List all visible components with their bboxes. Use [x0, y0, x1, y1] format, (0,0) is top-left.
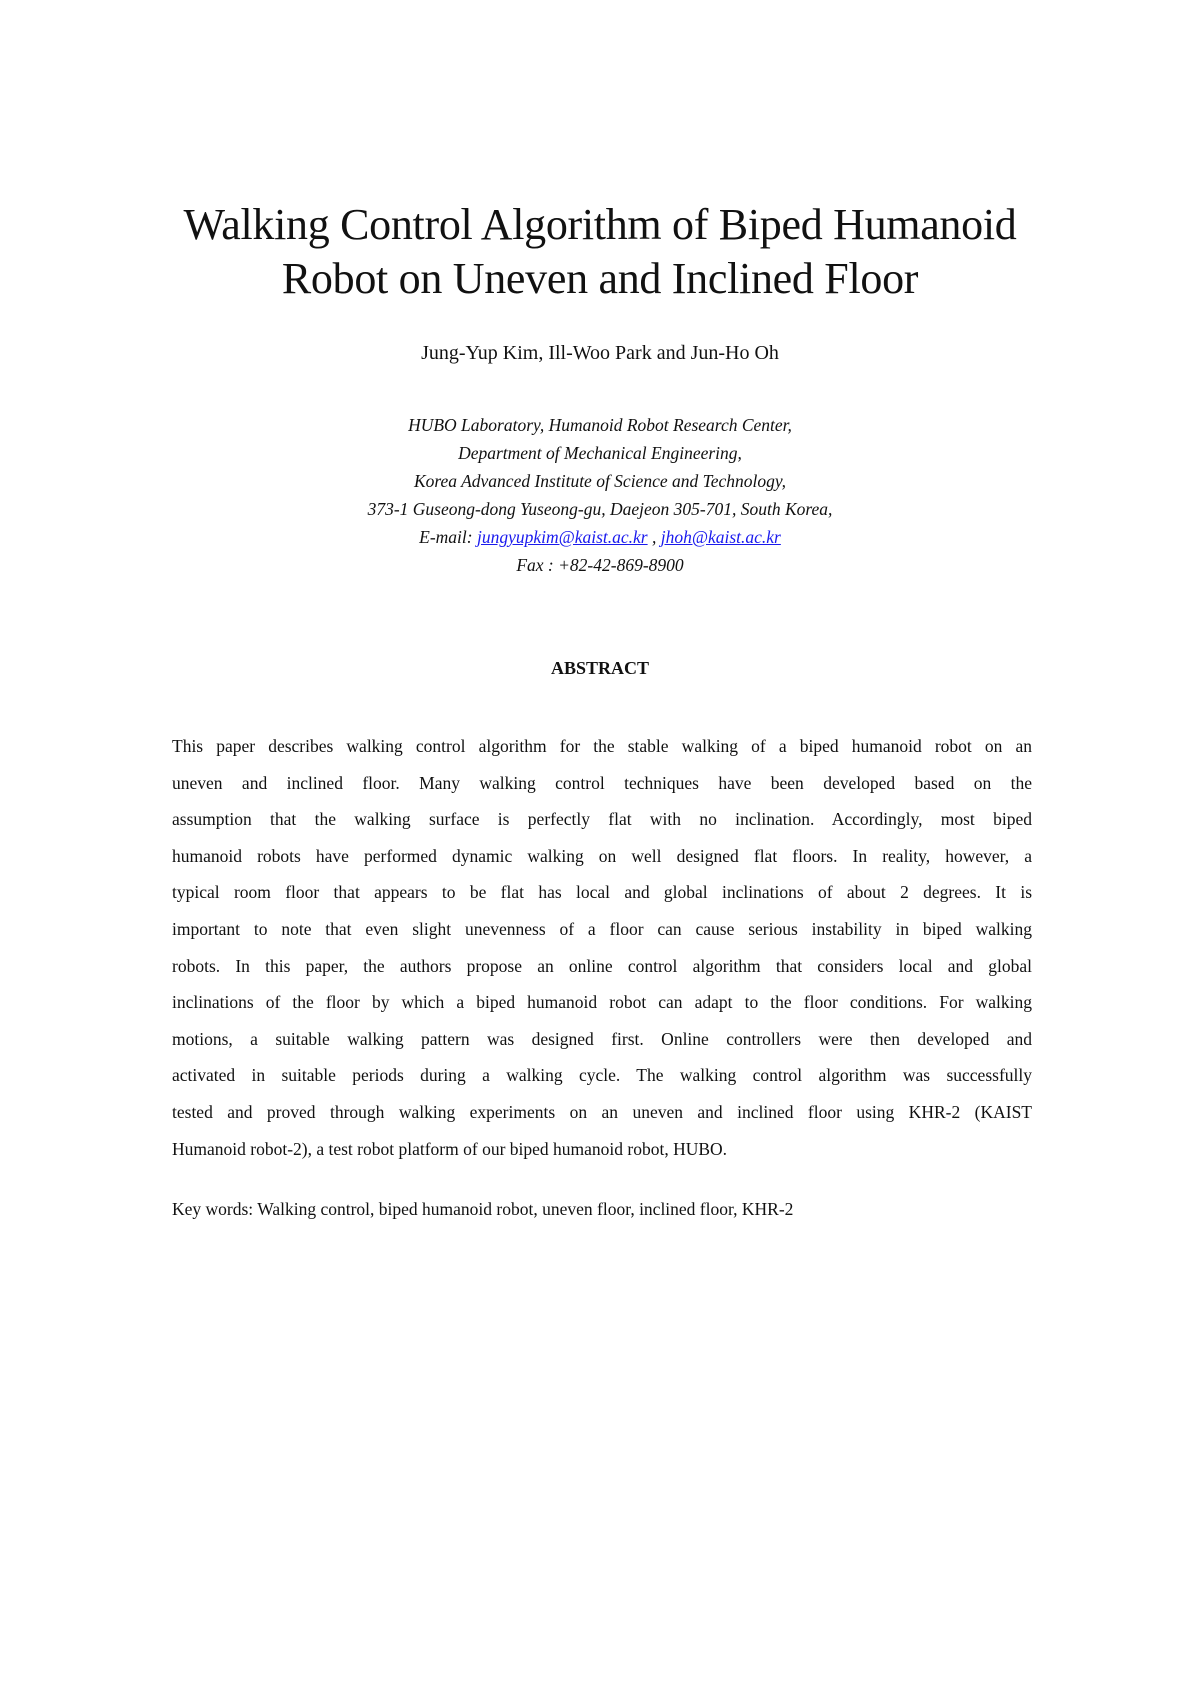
abstract-line: typical room floor that appears to be flat has local and global inclinations of about 2 degrees. It is: [172, 882, 1032, 903]
abstract-line: robots. In this paper, the authors propose an online control algorithm that considers local and global: [172, 955, 1032, 976]
abstract-text: [172, 728, 1032, 1167]
abstract-heading: ABSTRACT: [550, 658, 650, 678]
keywords-line: Key words: Walking control, biped humanoid robot, uneven floor, inclined floor, KHR-2: [172, 1199, 794, 1219]
affiliation-line: Korea Advanced Institute of Science and Technology,: [413, 471, 787, 491]
abstract-line: humanoid robots have performed dynamic walking on well designed flat floors. In reality, however, a: [172, 845, 1032, 866]
fax-line: Fax : +82-42-869-8900: [516, 555, 684, 575]
paper-title-line: Robot on Uneven and Inclined Floor: [281, 254, 919, 303]
abstract-line: motions, a suitable walking pattern was designed first. Online controllers were then developed and: [172, 1028, 1032, 1049]
abstract-line: inclinations of the floor by which a biped humanoid robot can adapt to the floor conditions. For walking: [172, 992, 1032, 1013]
email-label: E-mail:: [419, 527, 477, 547]
abstract-line: uneven and inclined floor. Many walking control techniques have been developed based on the: [172, 772, 1032, 793]
email-link-kim[interactable]: jungyupkim@kaist.ac.kr: [476, 527, 648, 547]
paper-title-line: Walking Control Algorithm of Biped Humanoid: [183, 200, 1017, 249]
abstract-line: assumption that the walking surface is perfectly flat with no inclination. Accordingly, most biped: [172, 809, 1032, 830]
paper-title: [100, 198, 1100, 306]
affiliation-block: [100, 411, 1100, 579]
abstract-line: activated in suitable periods during a walking cycle. The walking control algorithm was successfully: [172, 1065, 1032, 1086]
affiliation-line: 373-1 Guseong-dong Yuseong-gu, Daejeon 305-701, South Korea,: [367, 499, 833, 519]
email-line: [100, 523, 1100, 551]
abstract-line: important to note that even slight unevenness of a floor can cause serious instability in biped walking: [172, 918, 1032, 939]
email-link-oh[interactable]: jhoh@kaist.ac.kr: [660, 527, 781, 547]
abstract-line: Humanoid robot-2), a test robot platform of our biped humanoid robot, HUBO.: [172, 1138, 728, 1159]
email-separator: ,: [647, 527, 661, 547]
affiliation-line: Department of Mechanical Engineering,: [458, 443, 742, 463]
author-list: Jung-Yup Kim, Ill-Woo Park and Jun-Ho Oh: [421, 342, 779, 364]
affiliation-line: HUBO Laboratory, Humanoid Robot Research Center,: [408, 415, 792, 435]
abstract-line: tested and proved through walking experiments on an uneven and inclined floor using KHR-2 (KAIST: [172, 1101, 1032, 1122]
abstract-line: This paper describes walking control algorithm for the stable walking of a biped humanoid robot on an: [172, 736, 1032, 756]
